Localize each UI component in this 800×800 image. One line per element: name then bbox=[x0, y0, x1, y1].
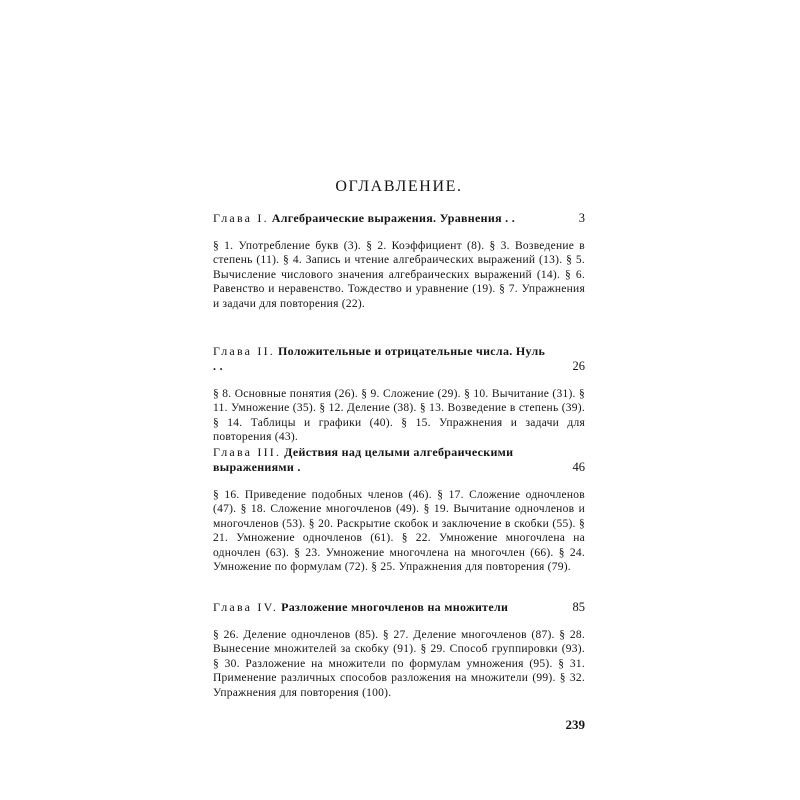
chapter-title: Алгебраические выражения. Уравнения . . bbox=[271, 211, 516, 225]
chapter-label: Глава II. bbox=[213, 344, 275, 358]
chapter-page-number: 46 bbox=[572, 460, 585, 474]
chapter-contents: § 16. Приведение подобных членов (46). § 17. Сложение одночленов (47). § 18. Сложение многочленов (49). § 19. Вычитание одночленов и многочленов (53). § 20. Раскрытие скобок и заключение в скобки (55). § 21. Умножение одночленов (61). § 22. Умножение многочлена на одночлен (63). § 23. Умножение многочлена на многочлен (66). § 24. Умножение по формулам (72). § 25. Упражнения для повторения (79). bbox=[213, 489, 585, 574]
chapter-heading bbox=[213, 600, 585, 615]
chapter-contents: § 26. Деление одночленов (85). § 27. Деление многочленов (87). § 28. Вынесение множителей за скобку (91). § 29. Способ группировки (93). § 30. Разложение на множители по формулам умножения (95). § 31. Применение различных способов разложения на множители (99). § 32. Упражнения для повторения (100). bbox=[213, 629, 585, 699]
book-page bbox=[213, 0, 585, 800]
chapter-contents: § 8. Основные понятия (26). § 9. Сложение (29). § 10. Вычитание (31). § 11. Умножение (35). § 12. Деление (38). § 13. Возведение в степень (39). § 14. Таблицы и графики (40). § 15. Упражнения и задачи для повторения (43). bbox=[213, 388, 585, 444]
chapter-label: Глава IV. bbox=[213, 600, 279, 614]
chapter-1 bbox=[213, 211, 585, 311]
chapter-title: Разложение многочленов на множители bbox=[281, 600, 509, 614]
page-number: 239 bbox=[565, 717, 585, 732]
chapter-title: Действия над целыми алгебраическими выражениями . bbox=[213, 445, 514, 474]
toc-title: ОГЛАВЛЕНИЕ. bbox=[335, 178, 463, 195]
chapter-label: Глава I. bbox=[213, 211, 269, 225]
chapter-heading bbox=[213, 211, 585, 226]
chapter-2 bbox=[213, 344, 585, 445]
chapter-label: Глава III. bbox=[213, 445, 282, 459]
chapter-page-number: 26 bbox=[572, 359, 585, 373]
chapter-page-number: 3 bbox=[578, 211, 585, 225]
chapter-title: Положительные и отрицательные числа. Нуль . . bbox=[213, 344, 546, 373]
chapter-heading bbox=[213, 445, 585, 475]
chapter-contents: § 1. Употребление букв (3). § 2. Коэффициент (8). § 3. Возведение в степень (11). § 4. Запись и чтение алгебраических выражений (13). § 5. Вычисление числового значения алгебраических выражений (14). § 6. Равенство и неравенство. Тождество и уравнение (19). § 7. Упражнения и задачи для повторения (22). bbox=[213, 240, 585, 310]
chapter-page-number: 85 bbox=[572, 600, 585, 614]
chapter-3 bbox=[213, 445, 585, 574]
chapter-heading bbox=[213, 344, 585, 374]
chapter-4 bbox=[213, 600, 585, 700]
